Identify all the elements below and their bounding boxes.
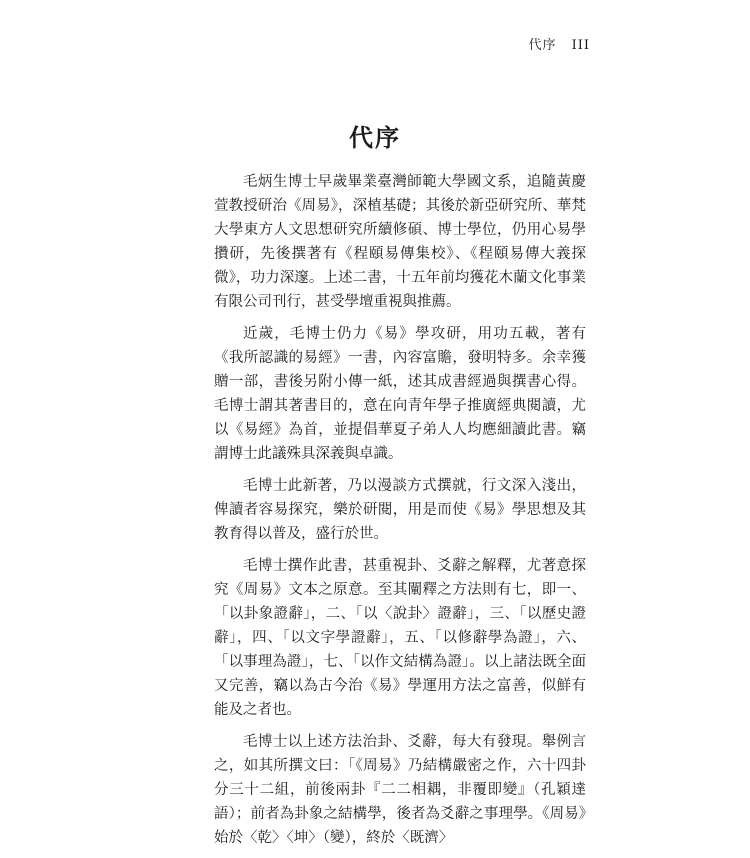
paragraph: 毛博士此新著，乃以漫談方式撰就，行文深入淺出，俾讀者容易探究，樂於研閱，用是而使《易》學思想及其教育得以普及，盛行於世。 [214, 478, 586, 542]
running-head [528, 34, 590, 53]
chapter-title: 代序 [349, 124, 401, 152]
paragraph: 近歲，毛博士仍力《易》學攻研，用功五載，著有《我所認識的易經》一書，內容富贍，發明特多。余幸獲贈一部，書後另附小傳一紙，述其成書經過與撰書心得。毛博士謂其著書目的，意在向青年學子推廣經典閱讀，尤以《易經》為首，並提倡華夏子弟人人均應細讀此書。竊謂博士此議殊具深義與卓識。 [214, 326, 586, 462]
body-text [214, 170, 586, 858]
paragraph: 毛炳生博士早歲畢業臺灣師範大學國文系，追隨黃慶萱教授研治《周易》，深植基礎；其後於新亞研究所、華梵大學東方人文思想研究所續修碩、博士學位，仍用心易學攢研，先後撰著有《程頤易傳集校》、《程頤易傳大義探微》，功力深邃。上述二書，十五年前均獲花木蘭文化事業有限公司刊行，甚受學壇重視與推薦。 [214, 174, 586, 310]
paragraph: 毛博士以上述方法治卦、爻辭，每大有發現。舉例言之，如其所撰文曰：「《周易》乃結構嚴密之作，六十四卦分三十二組，前後兩卦『二二相耦，非覆即變』（孔穎達語）；前者為卦象之結構學，後者為爻辭之事理學。《周易》始於〈乾〉〈坤〉（變），終於〈既濟〉 [214, 734, 586, 846]
paragraph: 毛博士撰作此書，甚重視卦、爻辭之解釋，尤著意探究《周易》文本之原意。至其闡釋之方法則有七，即一、「以卦象證辭」，二、「以〈說卦〉證辭」，三、「以歷史證辭」，四、「以文字學證辭」，五、「以修辭學為證」，六、「以事理為證」，七、「以作文結構為證」。以上諸法既全面又完善，竊以為古今治《易》學運用方法之富善，似鮮有能及之者也。 [214, 558, 586, 718]
running-head-label: 代序 [528, 38, 557, 53]
page-number: III [571, 38, 590, 53]
